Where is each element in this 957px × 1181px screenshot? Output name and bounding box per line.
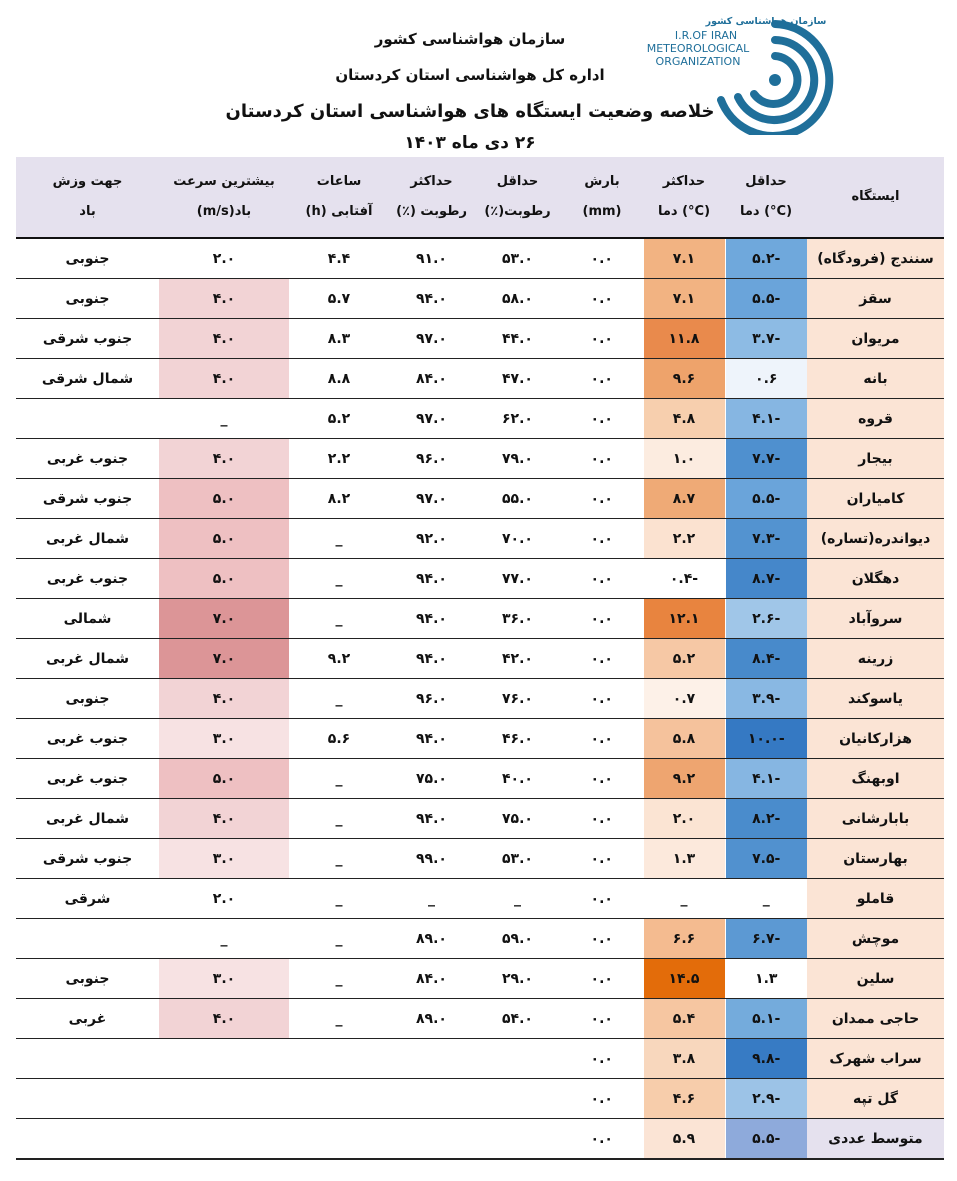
humidity-min-cell: ۷۵.۰ [474, 799, 561, 839]
wind-direction-cell: شمال غربی [16, 639, 159, 679]
rain-cell: ۰.۰ [561, 919, 643, 959]
station-name: بانه [807, 359, 944, 399]
temp-min-cell: -۶.۷ [725, 919, 807, 959]
humidity-min-cell [474, 1119, 561, 1160]
sunshine-cell: ۵.۲ [289, 399, 389, 439]
temp-max-cell: ۱.۰ [643, 439, 725, 479]
wind-direction-cell: جنوبی [16, 959, 159, 999]
col-header-temp-max: حداکثر دما (°C) [643, 157, 725, 238]
wind-direction-cell [16, 1039, 159, 1079]
wind-speed-cell: ۴.۰ [159, 439, 289, 479]
rain-cell: ۰.۰ [561, 959, 643, 999]
rain-cell: ۰.۰ [561, 399, 643, 439]
temp-min-cell: -۸.۲ [725, 799, 807, 839]
temp-min-cell: -۳.۷ [725, 319, 807, 359]
station-name: هزارکانیان [807, 719, 944, 759]
wind-speed-cell: ۴.۰ [159, 359, 289, 399]
temp-min-cell: -۹.۸ [725, 1039, 807, 1079]
humidity-min-cell: ۴۶.۰ [474, 719, 561, 759]
station-name: سنندج (فرودگاه) [807, 238, 944, 279]
temp-max-cell: ۰.۷ [643, 679, 725, 719]
wind-speed-cell: ۴.۰ [159, 319, 289, 359]
station-name: سقز [807, 279, 944, 319]
wind-direction-cell: جنوب شرقی [16, 319, 159, 359]
table-row [16, 319, 944, 359]
rain-cell: ۰.۰ [561, 839, 643, 879]
temp-max-cell: ۱۱.۸ [643, 319, 725, 359]
average-row [16, 1119, 944, 1160]
station-name: سروآباد [807, 599, 944, 639]
sunshine-cell: _ [289, 599, 389, 639]
table-row [16, 479, 944, 519]
station-name: موچش [807, 919, 944, 959]
wind-speed-cell: ۵.۰ [159, 479, 289, 519]
humidity-max-cell: ۹۷.۰ [389, 319, 474, 359]
sunshine-cell: _ [289, 799, 389, 839]
sunshine-cell [289, 1079, 389, 1119]
station-name: سراب شهرک [807, 1039, 944, 1079]
sunshine-cell: _ [289, 559, 389, 599]
table-row [16, 519, 944, 559]
wind-speed-cell [159, 1119, 289, 1160]
humidity-max-cell: ۹۴.۰ [389, 279, 474, 319]
temp-min-cell: ۰.۶ [725, 359, 807, 399]
humidity-min-cell: ۴۴.۰ [474, 319, 561, 359]
sunshine-cell: _ [289, 839, 389, 879]
col-header-wind-direction: جهت وزش باد [16, 157, 159, 238]
temp-max-cell: ۲.۰ [643, 799, 725, 839]
sunshine-cell: _ [289, 919, 389, 959]
station-name: متوسط عددی [807, 1119, 944, 1160]
temp-max-cell: ۱.۳ [643, 839, 725, 879]
station-name: بابارشانی [807, 799, 944, 839]
rain-cell: ۰.۰ [561, 1119, 643, 1160]
temp-max-cell: ۵.۸ [643, 719, 725, 759]
table-row [16, 1039, 944, 1079]
wind-speed-cell: ۲.۰ [159, 879, 289, 919]
humidity-min-cell: ۵۵.۰ [474, 479, 561, 519]
rain-cell: ۰.۰ [561, 879, 643, 919]
rain-cell: ۰.۰ [561, 439, 643, 479]
wind-direction-cell: جنوبی [16, 279, 159, 319]
station-name: بهارستان [807, 839, 944, 879]
wind-speed-cell: _ [159, 399, 289, 439]
wind-direction-cell [16, 1119, 159, 1160]
rain-cell: ۰.۰ [561, 319, 643, 359]
table-row [16, 599, 944, 639]
rain-cell: ۰.۰ [561, 599, 643, 639]
temp-min-cell: ۱.۳ [725, 959, 807, 999]
temp-max-cell: ۵.۲ [643, 639, 725, 679]
temp-max-cell: ۱۲.۱ [643, 599, 725, 639]
rain-cell: ۰.۰ [561, 1079, 643, 1119]
table-row [16, 999, 944, 1039]
humidity-min-cell [474, 1079, 561, 1119]
temp-min-cell: _ [725, 879, 807, 919]
temp-min-cell: -۵.۵ [725, 279, 807, 319]
sunshine-cell: _ [289, 759, 389, 799]
temp-max-cell: ۲.۲ [643, 519, 725, 559]
humidity-max-cell: ۸۹.۰ [389, 919, 474, 959]
table-row [16, 959, 944, 999]
humidity-min-cell: ۴۲.۰ [474, 639, 561, 679]
temp-max-cell: ۹.۶ [643, 359, 725, 399]
temp-min-cell: -۷.۷ [725, 439, 807, 479]
humidity-min-cell: ۵۸.۰ [474, 279, 561, 319]
office-name: اداره کل هواشناسی استان کردستان [335, 66, 605, 84]
sunshine-cell: _ [289, 879, 389, 919]
temp-max-cell: ۴.۸ [643, 399, 725, 439]
wind-direction-cell: جنوب غربی [16, 719, 159, 759]
rain-cell: ۰.۰ [561, 359, 643, 399]
rain-cell: ۰.۰ [561, 719, 643, 759]
humidity-max-cell [389, 1119, 474, 1160]
rain-cell: ۰.۰ [561, 639, 643, 679]
sunshine-cell: _ [289, 679, 389, 719]
humidity-min-cell [474, 1039, 561, 1079]
temp-max-cell: ۶.۶ [643, 919, 725, 959]
wind-speed-cell: ۷.۰ [159, 599, 289, 639]
table-row [16, 839, 944, 879]
table-row [16, 719, 944, 759]
table-row [16, 879, 944, 919]
rain-cell: ۰.۰ [561, 1039, 643, 1079]
humidity-max-cell: ۹۴.۰ [389, 719, 474, 759]
wind-speed-cell: ۳.۰ [159, 839, 289, 879]
temp-min-cell: -۳.۹ [725, 679, 807, 719]
humidity-min-cell: ۵۳.۰ [474, 238, 561, 279]
table-row [16, 639, 944, 679]
sunshine-cell: ۴.۴ [289, 238, 389, 279]
humidity-max-cell [389, 1039, 474, 1079]
wind-direction-cell: شمال غربی [16, 799, 159, 839]
table-header-row [16, 157, 944, 238]
wind-direction-cell: شمالی [16, 599, 159, 639]
rain-cell: ۰.۰ [561, 759, 643, 799]
wind-direction-cell: شمال غربی [16, 519, 159, 559]
table-row [16, 799, 944, 839]
wind-direction-cell: شمال شرقی [16, 359, 159, 399]
humidity-max-cell: ۹۴.۰ [389, 559, 474, 599]
wind-direction-cell [16, 1079, 159, 1119]
wind-speed-cell [159, 1039, 289, 1079]
rain-cell: ۰.۰ [561, 999, 643, 1039]
temp-max-cell: ۷.۱ [643, 279, 725, 319]
logo-text-en1: I.R.OF IRAN [674, 29, 738, 42]
station-name: قروه [807, 399, 944, 439]
col-header-rain: بارش (mm) [561, 157, 643, 238]
sunshine-cell: ۸.۲ [289, 479, 389, 519]
station-name: دیواندره(تساره) [807, 519, 944, 559]
col-header-humidity-max: حداکثر رطوبت (٪) [389, 157, 474, 238]
sunshine-cell: ۸.۸ [289, 359, 389, 399]
temp-min-cell: -۷.۵ [725, 839, 807, 879]
sunshine-cell [289, 1119, 389, 1160]
wind-speed-cell: ۲.۰ [159, 238, 289, 279]
humidity-max-cell: ۸۹.۰ [389, 999, 474, 1039]
logo-text-en3: ORGANIZATION [655, 55, 741, 68]
table-row [16, 679, 944, 719]
station-name: بیجار [807, 439, 944, 479]
wind-speed-cell: ۴.۰ [159, 799, 289, 839]
org-name: سازمان هواشناسی کشور [374, 30, 566, 48]
temp-min-cell: -۲.۶ [725, 599, 807, 639]
temp-max-cell: ۹.۲ [643, 759, 725, 799]
humidity-max-cell: ۸۴.۰ [389, 959, 474, 999]
humidity-min-cell: ۳۶.۰ [474, 599, 561, 639]
humidity-min-cell: ۴۰.۰ [474, 759, 561, 799]
table-row [16, 1079, 944, 1119]
humidity-max-cell: _ [389, 879, 474, 919]
rain-cell: ۰.۰ [561, 559, 643, 599]
humidity-max-cell [389, 1079, 474, 1119]
sunshine-cell [289, 1039, 389, 1079]
wind-speed-cell: ۵.۰ [159, 759, 289, 799]
table-row [16, 279, 944, 319]
temp-min-cell: -۸.۴ [725, 639, 807, 679]
humidity-min-cell: ۵۴.۰ [474, 999, 561, 1039]
sunshine-cell: _ [289, 519, 389, 559]
wind-direction-cell: جنوب شرقی [16, 839, 159, 879]
station-name: زرینه [807, 639, 944, 679]
humidity-max-cell: ۹۴.۰ [389, 599, 474, 639]
col-header-sunshine: ساعات آفتابی (h) [289, 157, 389, 238]
humidity-min-cell: _ [474, 879, 561, 919]
col-header-wind-speed: بیشترین سرعت باد(m/s) [159, 157, 289, 238]
wind-speed-cell: ۴.۰ [159, 279, 289, 319]
sunshine-cell: ۹.۲ [289, 639, 389, 679]
wind-speed-cell: ۴.۰ [159, 999, 289, 1039]
temp-min-cell: -۵.۵ [725, 1119, 807, 1160]
rain-cell: ۰.۰ [561, 279, 643, 319]
wind-direction-cell: شرقی [16, 879, 159, 919]
humidity-min-cell: ۷۷.۰ [474, 559, 561, 599]
humidity-min-cell: ۵۹.۰ [474, 919, 561, 959]
humidity-max-cell: ۹۷.۰ [389, 479, 474, 519]
sunshine-cell: ۵.۷ [289, 279, 389, 319]
humidity-max-cell: ۹۴.۰ [389, 799, 474, 839]
humidity-max-cell: ۹۶.۰ [389, 679, 474, 719]
table-row [16, 439, 944, 479]
humidity-min-cell: ۶۲.۰ [474, 399, 561, 439]
wind-speed-cell: ۳.۰ [159, 719, 289, 759]
station-name: مریوان [807, 319, 944, 359]
temp-min-cell: -۴.۱ [725, 399, 807, 439]
col-header-humidity-min: حداقل رطوبت(٪) [474, 157, 561, 238]
humidity-max-cell: ۹۷.۰ [389, 399, 474, 439]
meteorological-organization-logo [636, 10, 836, 135]
temp-min-cell: -۲.۹ [725, 1079, 807, 1119]
wind-speed-cell: ۵.۰ [159, 519, 289, 559]
station-name: سلین [807, 959, 944, 999]
wind-speed-cell: ۴.۰ [159, 679, 289, 719]
rain-cell: ۰.۰ [561, 479, 643, 519]
col-header-station: ایستگاه [807, 157, 944, 238]
table-row [16, 919, 944, 959]
station-name: حاجی ممدان [807, 999, 944, 1039]
humidity-max-cell: ۹۴.۰ [389, 639, 474, 679]
sunshine-cell: ۵.۶ [289, 719, 389, 759]
station-name: کامیاران [807, 479, 944, 519]
temp-max-cell: -۰.۴ [643, 559, 725, 599]
temp-min-cell: -۱۰.۰ [725, 719, 807, 759]
humidity-max-cell: ۹۶.۰ [389, 439, 474, 479]
temp-max-cell: ۷.۱ [643, 238, 725, 279]
sunshine-cell: ۲.۲ [289, 439, 389, 479]
temp-min-cell: -۸.۷ [725, 559, 807, 599]
station-name: گل تپه [807, 1079, 944, 1119]
humidity-min-cell: ۴۷.۰ [474, 359, 561, 399]
rain-cell: ۰.۰ [561, 519, 643, 559]
temp-min-cell: -۵.۱ [725, 999, 807, 1039]
wind-direction-cell: جنوب شرقی [16, 479, 159, 519]
temp-min-cell: -۵.۲ [725, 238, 807, 279]
wind-speed-cell: ۳.۰ [159, 959, 289, 999]
logo-text-fa: سازمان هواشناسی کشور [705, 16, 827, 27]
wind-direction-cell: جنوب غربی [16, 439, 159, 479]
table-row [16, 759, 944, 799]
col-header-temp-min: حداقل دما (°C) [725, 157, 807, 238]
temp-min-cell: -۴.۱ [725, 759, 807, 799]
sunshine-cell: _ [289, 959, 389, 999]
wind-direction-cell: جنوبی [16, 679, 159, 719]
station-name: یاسوکند [807, 679, 944, 719]
table-row [16, 399, 944, 439]
wind-direction-cell: جنوبی [16, 238, 159, 279]
rain-cell: ۰.۰ [561, 679, 643, 719]
station-name: قاملو [807, 879, 944, 919]
temp-max-cell: ۵.۹ [643, 1119, 725, 1160]
humidity-min-cell: ۵۳.۰ [474, 839, 561, 879]
report-title: خلاصه وضعیت ایستگاه های هواشناسی استان کردستان [225, 101, 715, 122]
humidity-max-cell: ۷۵.۰ [389, 759, 474, 799]
temp-max-cell: ۸.۷ [643, 479, 725, 519]
rain-cell: ۰.۰ [561, 799, 643, 839]
temp-max-cell: ۳.۸ [643, 1039, 725, 1079]
logo-emblem [721, 24, 829, 135]
humidity-max-cell: ۹۲.۰ [389, 519, 474, 559]
station-name: دهگلان [807, 559, 944, 599]
humidity-min-cell: ۷۶.۰ [474, 679, 561, 719]
wind-speed-cell: ۷.۰ [159, 639, 289, 679]
logo-text-en2: METEOROLOGICAL [646, 42, 750, 55]
table-row [16, 559, 944, 599]
wind-direction-cell: جنوب غربی [16, 759, 159, 799]
temp-max-cell: ۵.۴ [643, 999, 725, 1039]
temp-max-cell: ۱۴.۵ [643, 959, 725, 999]
wind-speed-cell: _ [159, 919, 289, 959]
temp-min-cell: -۷.۳ [725, 519, 807, 559]
humidity-min-cell: ۷۰.۰ [474, 519, 561, 559]
humidity-max-cell: ۹۹.۰ [389, 839, 474, 879]
humidity-min-cell: ۲۹.۰ [474, 959, 561, 999]
report-date: ۲۶ دی ماه ۱۴۰۳ [404, 133, 536, 153]
wind-speed-cell: ۵.۰ [159, 559, 289, 599]
wind-direction-cell: جنوب غربی [16, 559, 159, 599]
humidity-max-cell: ۸۴.۰ [389, 359, 474, 399]
temp-max-cell: ۴.۶ [643, 1079, 725, 1119]
station-summary-table [16, 157, 944, 1160]
wind-direction-cell [16, 919, 159, 959]
wind-direction-cell [16, 399, 159, 439]
temp-max-cell: _ [643, 879, 725, 919]
humidity-min-cell: ۷۹.۰ [474, 439, 561, 479]
sunshine-cell: ۸.۳ [289, 319, 389, 359]
humidity-max-cell: ۹۱.۰ [389, 238, 474, 279]
table-row [16, 359, 944, 399]
rain-cell: ۰.۰ [561, 238, 643, 279]
station-name: اوبهنگ [807, 759, 944, 799]
table-row [16, 238, 944, 279]
wind-speed-cell [159, 1079, 289, 1119]
temp-min-cell: -۵.۵ [725, 479, 807, 519]
sunshine-cell: _ [289, 999, 389, 1039]
wind-direction-cell: غربی [16, 999, 159, 1039]
